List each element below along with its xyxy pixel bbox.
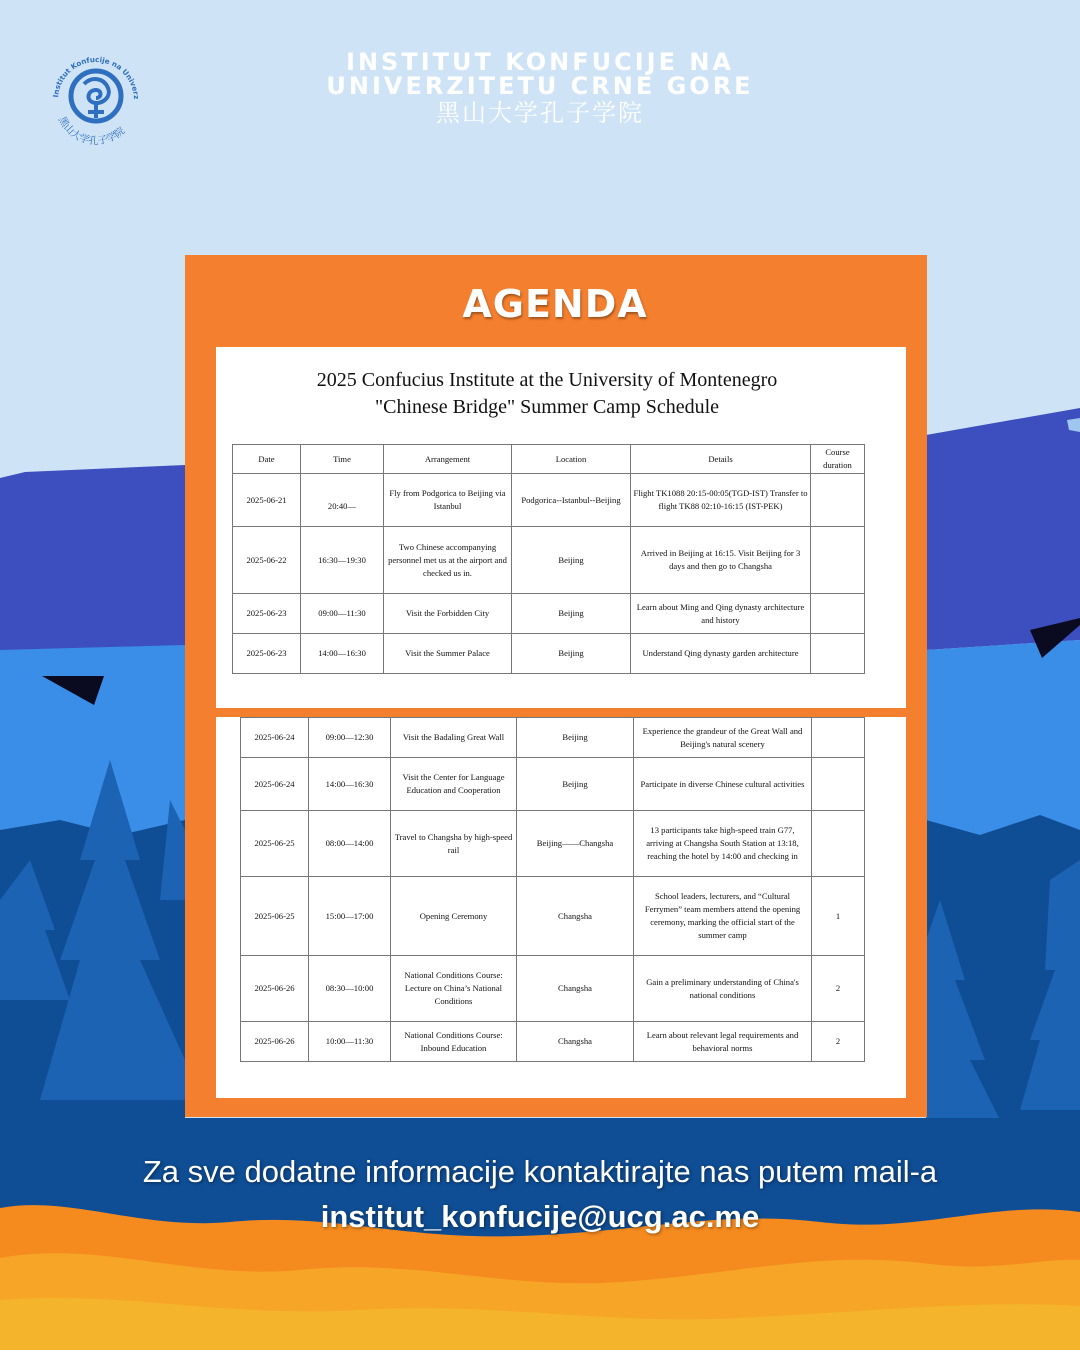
- schedule-document-page-1: [216, 347, 906, 708]
- cell-duration: [812, 718, 865, 758]
- cell-time: 10:00—11:30: [309, 1022, 391, 1062]
- cell-location: Changsha: [517, 877, 634, 956]
- table-row: [233, 594, 865, 634]
- cell-details: Learn about relevant legal requirements and behavioral norms: [634, 1022, 812, 1062]
- table-row: [241, 877, 865, 956]
- table-row: [233, 634, 865, 674]
- cell-date: 2025-06-26: [241, 956, 309, 1022]
- cell-arrangement: National Conditions Course: Lecture on China’s National Conditions: [391, 956, 517, 1022]
- cell-date: 2025-06-25: [241, 877, 309, 956]
- confucius-institute-logo-icon: [44, 42, 148, 146]
- cell-location: Podgorica--Istanbul--Beijing: [512, 474, 631, 527]
- table-row: [233, 527, 865, 594]
- cell-location: Beijing: [517, 718, 634, 758]
- cell-date: 2025-06-26: [241, 1022, 309, 1062]
- cell-time: 16:30—19:30: [301, 527, 384, 594]
- cell-date: 2025-06-23: [233, 634, 301, 674]
- cell-date: 2025-06-24: [241, 718, 309, 758]
- cell-time: 09:00—11:30: [301, 594, 384, 634]
- document-title-line-1: 2025 Confucius Institute at the University of Montenegro: [316, 369, 778, 391]
- institute-logo: [44, 42, 148, 146]
- cell-date: 2025-06-23: [233, 594, 301, 634]
- cell-location: Beijing: [512, 634, 631, 674]
- header-line-1: INSTITUT KONFUCIJE NA: [346, 48, 734, 76]
- cell-details: Understand Qing dynasty garden architecture: [631, 634, 811, 674]
- cell-arrangement: Visit the Badaling Great Wall: [391, 718, 517, 758]
- cell-arrangement: Visit the Forbidden City: [384, 594, 512, 634]
- cell-details: School leaders, lecturers, and “Cultural Ferrymen” team members attend the opening ceremony, marking the official start of the summer camp: [634, 877, 812, 956]
- schedule-table-part-2: [240, 717, 865, 1062]
- table-row: [241, 956, 865, 1022]
- table-row: [241, 718, 865, 758]
- cell-duration: 2: [812, 956, 865, 1022]
- cell-duration: [812, 758, 865, 811]
- cell-arrangement: Two Chinese accompanying personnel met us at the airport and checked us in.: [384, 527, 512, 594]
- cell-location: Beijing: [512, 594, 631, 634]
- cell-time: 15:00—17:00: [309, 877, 391, 956]
- cell-date: 2025-06-22: [233, 527, 301, 594]
- cell-arrangement: Visit the Summer Palace: [384, 634, 512, 674]
- cell-duration: [811, 634, 865, 674]
- cell-location: Beijing: [517, 758, 634, 811]
- cell-duration: 2: [812, 1022, 865, 1062]
- institute-header: [300, 50, 780, 128]
- cell-duration: [811, 527, 865, 594]
- cell-arrangement: Fly from Podgorica to Beijing via Istanbul: [384, 474, 512, 527]
- table-row: [241, 811, 865, 877]
- document-title: [216, 367, 878, 421]
- cell-duration: [812, 811, 865, 877]
- cell-arrangement: Visit the Center for Language Education and Cooperation: [391, 758, 517, 811]
- schedule-document-page-2: [216, 717, 906, 1098]
- contact-info-text: Za sve dodatne informacije kontaktirajte nas putem mail-a: [142, 1154, 938, 1189]
- header-line-2: UNIVERZITETU CRNE GORE: [326, 72, 754, 100]
- cell-time: 14:00—16:30: [301, 634, 384, 674]
- cell-details: 13 participants take high-speed train G77, arriving at Changsha South Station at 13:18, reaching the hotel by 14:00 and checking in: [634, 811, 812, 877]
- cell-location: Beijing: [512, 527, 631, 594]
- cell-date: 2025-06-25: [241, 811, 309, 877]
- column-header-date: Date: [233, 445, 301, 474]
- cell-time: 09:00—12:30: [309, 718, 391, 758]
- cell-date: 2025-06-24: [241, 758, 309, 811]
- cell-time: 20:40—: [301, 474, 384, 527]
- cell-time: 08:00—14:00: [309, 811, 391, 877]
- contact-footer: [0, 1150, 1080, 1240]
- cell-arrangement: Opening Ceremony: [391, 877, 517, 956]
- column-header-course-duration: Course duration: [811, 445, 865, 474]
- table-header-row: [233, 445, 865, 474]
- cell-details: Arrived in Beijing at 16:15. Visit Beijing for 3 days and then go to Changsha: [631, 527, 811, 594]
- contact-email[interactable]: institut_konfucije@ucg.ac.me: [320, 1199, 760, 1234]
- cell-location: Beijing——Changsha: [517, 811, 634, 877]
- schedule-table-part-1: [232, 444, 865, 674]
- header-line-chinese: 黑山大学孔子学院: [436, 99, 644, 127]
- svg-text:Institut Konfucije na Univerzi: Institut Konfucije na Univerz: [51, 54, 142, 100]
- column-header-location: Location: [512, 445, 631, 474]
- cell-time: 08:30—10:00: [309, 956, 391, 1022]
- cell-duration: [811, 474, 865, 527]
- column-header-time: Time: [301, 445, 384, 474]
- cell-location: Changsha: [517, 956, 634, 1022]
- table-row: [241, 1022, 865, 1062]
- cell-details: Experience the grandeur of the Great Wall and Beijing's natural scenery: [634, 718, 812, 758]
- table-row: [233, 474, 865, 527]
- cell-location: Changsha: [517, 1022, 634, 1062]
- column-header-arrangement: Arrangement: [384, 445, 512, 474]
- cell-duration: 1: [812, 877, 865, 956]
- cell-arrangement: National Conditions Course: Inbound Education: [391, 1022, 517, 1062]
- cell-details: Participate in diverse Chinese cultural activities: [634, 758, 812, 811]
- cell-date: 2025-06-21: [233, 474, 301, 527]
- table-row: [241, 758, 865, 811]
- cell-duration: [811, 594, 865, 634]
- svg-text:黑山大学孔子学院: 黑山大学孔子学院: [55, 114, 128, 146]
- agenda-title: AGENDA: [462, 282, 648, 326]
- cell-details: Learn about Ming and Qing dynasty architecture and history: [631, 594, 811, 634]
- cell-details: Flight TK1088 20:15-00:05(TGD-IST) Transfer to flight TK88 02:10-16:15 (IST-PEK): [631, 474, 811, 527]
- column-header-details: Details: [631, 445, 811, 474]
- cell-details: Gain a preliminary understanding of China's national conditions: [634, 956, 812, 1022]
- cell-arrangement: Travel to Changsha by high-speed rail: [391, 811, 517, 877]
- cell-time: 14:00—16:30: [309, 758, 391, 811]
- document-title-line-2: "Chinese Bridge" Summer Camp Schedule: [374, 396, 720, 418]
